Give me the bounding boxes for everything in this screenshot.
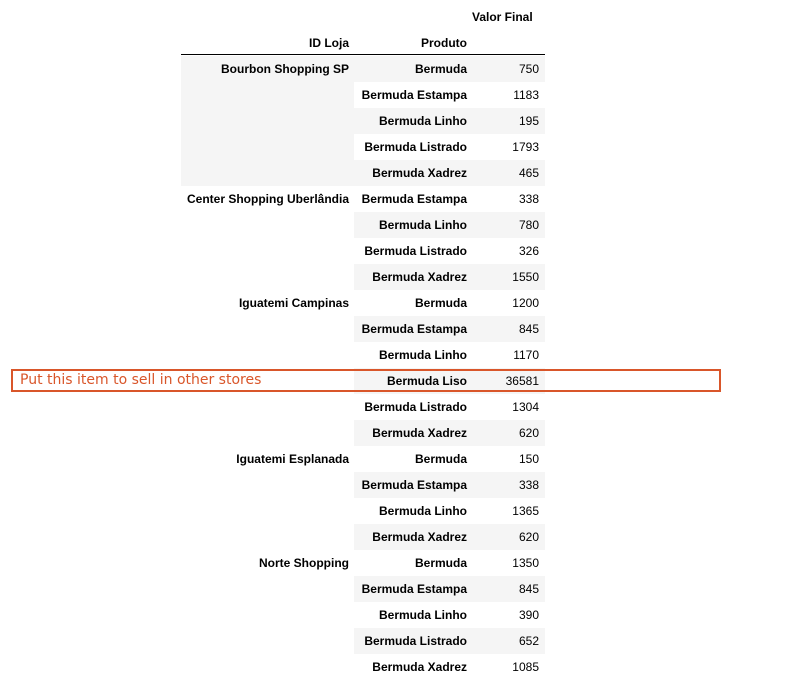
product-cell: Bermuda Linho <box>378 114 467 128</box>
table-row <box>354 602 545 628</box>
product-cell: Bermuda Estampa <box>361 582 467 596</box>
product-cell: Bermuda Xadrez <box>372 660 467 674</box>
product-cell: Bermuda Linho <box>378 504 467 518</box>
product-cell: Bermuda Xadrez <box>372 166 467 180</box>
value-cell: 845 <box>518 582 539 596</box>
product-cell: Bermuda Estampa <box>361 88 467 102</box>
table-row <box>354 394 545 420</box>
store-label: Center Shopping Uberlândia <box>186 192 349 206</box>
product-cell: Bermuda Linho <box>378 608 467 622</box>
table-row <box>354 342 545 368</box>
header-divider <box>181 54 545 55</box>
value-cell: 1793 <box>512 140 539 154</box>
value-cell: 1200 <box>512 296 539 310</box>
table-row <box>354 420 545 446</box>
table-row <box>354 524 545 550</box>
product-cell: Bermuda Liso <box>386 374 467 388</box>
product-cell: Bermuda Linho <box>378 218 467 232</box>
value-cell: 150 <box>518 452 539 466</box>
store-label: Norte Shopping <box>259 556 349 570</box>
value-cell: 1304 <box>512 400 539 414</box>
column-header-valor-final: Valor Final <box>472 10 533 24</box>
table-row <box>354 290 545 316</box>
value-cell: 1365 <box>512 504 539 518</box>
column-header-id-loja: ID Loja <box>308 36 349 50</box>
product-cell: Bermuda Estampa <box>361 478 467 492</box>
product-cell: Bermuda Listrado <box>364 634 467 648</box>
store-label: Iguatemi Esplanada <box>236 452 349 466</box>
value-cell: 390 <box>518 608 539 622</box>
product-cell: Bermuda Estampa <box>361 322 467 336</box>
product-cell: Bermuda Listrado <box>364 400 467 414</box>
product-cell: Bermuda Estampa <box>361 192 467 206</box>
table-row <box>354 186 545 212</box>
value-cell: 620 <box>518 530 539 544</box>
store-label: Bourbon Shopping SP <box>221 62 349 76</box>
table-row <box>354 654 545 680</box>
table-row <box>354 446 545 472</box>
table-row <box>354 56 545 82</box>
value-cell: 750 <box>518 62 539 76</box>
product-cell: Bermuda <box>414 62 467 76</box>
product-cell: Bermuda Xadrez <box>372 270 467 284</box>
value-cell: 780 <box>518 218 539 232</box>
value-cell: 1085 <box>512 660 539 674</box>
value-cell: 326 <box>518 244 539 258</box>
value-cell: 1550 <box>512 270 539 284</box>
product-cell: Bermuda <box>414 556 467 570</box>
table-row <box>354 576 545 602</box>
table-row <box>354 498 545 524</box>
product-cell: Bermuda Linho <box>378 348 467 362</box>
value-cell: 338 <box>518 192 539 206</box>
annotation-text: Put this item to sell in other stores <box>20 372 262 388</box>
product-cell: Bermuda Xadrez <box>372 530 467 544</box>
table-row <box>354 472 545 498</box>
product-cell: Bermuda Listrado <box>364 140 467 154</box>
table-row <box>354 82 545 108</box>
table-row <box>354 628 545 654</box>
product-cell: Bermuda Xadrez <box>372 426 467 440</box>
store-label: Iguatemi Campinas <box>238 296 349 310</box>
value-cell: 465 <box>518 166 539 180</box>
table-row <box>354 550 545 576</box>
table-row <box>354 212 545 238</box>
value-cell: 195 <box>518 114 539 128</box>
value-cell: 1350 <box>512 556 539 570</box>
table-row <box>354 160 545 186</box>
value-cell: 338 <box>518 478 539 492</box>
table-row <box>354 264 545 290</box>
table-row <box>354 238 545 264</box>
value-cell: 36581 <box>505 374 539 388</box>
value-cell: 1183 <box>513 88 539 102</box>
product-cell: Bermuda <box>414 452 467 466</box>
value-cell: 652 <box>518 634 539 648</box>
table-row <box>354 108 545 134</box>
product-cell: Bermuda <box>414 296 467 310</box>
table-row <box>354 316 545 342</box>
value-cell: 1170 <box>513 348 539 362</box>
value-cell: 620 <box>518 426 539 440</box>
product-cell: Bermuda Listrado <box>364 244 467 258</box>
table-header-row <box>181 35 545 51</box>
column-header-produto: Produto <box>421 36 467 50</box>
table-row <box>354 134 545 160</box>
value-cell: 845 <box>518 322 539 336</box>
